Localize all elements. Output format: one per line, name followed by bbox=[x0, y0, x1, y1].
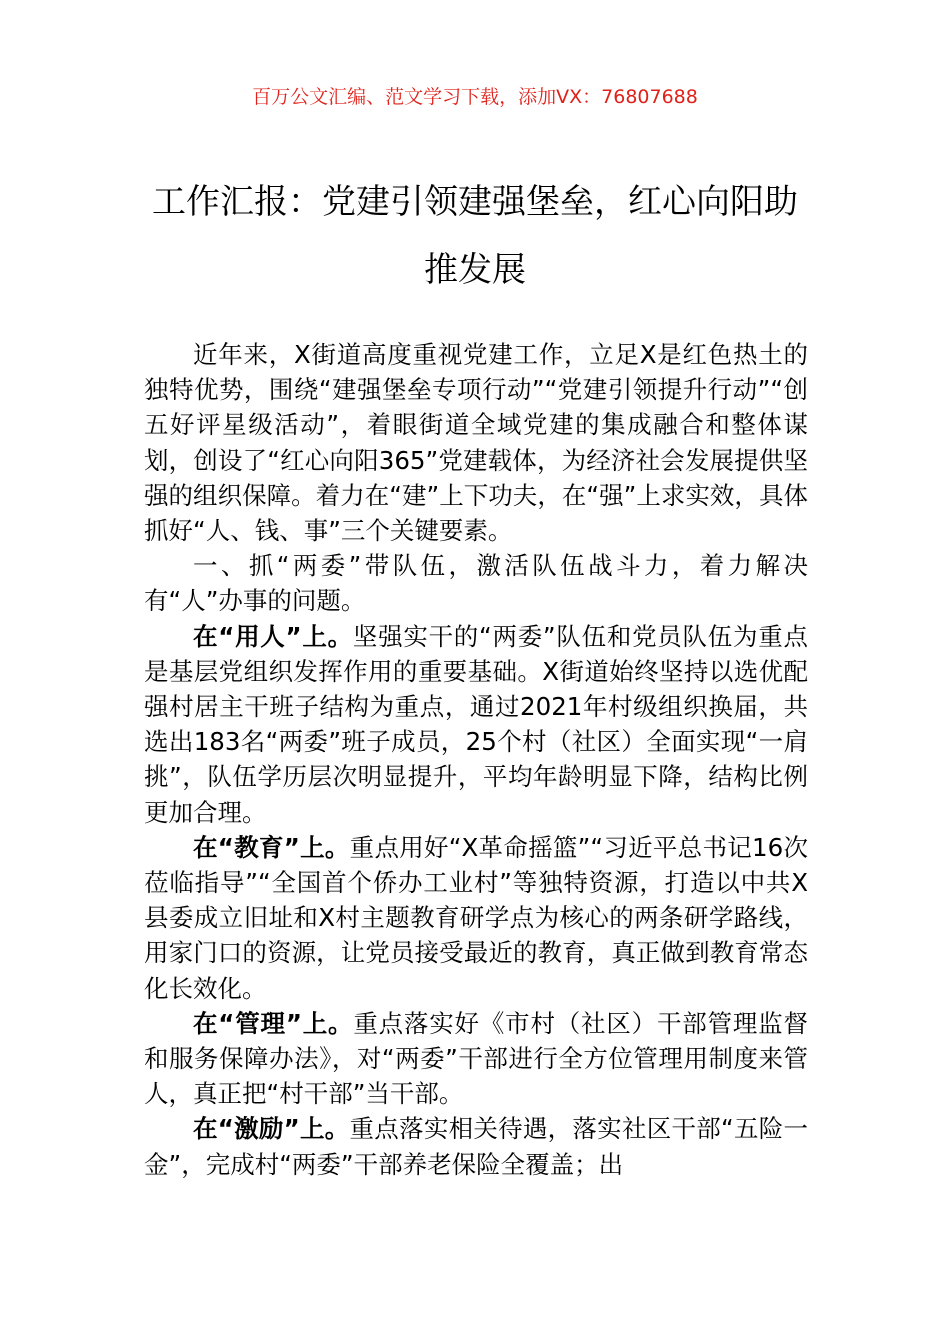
paragraph-lead: 在“管理”上。 bbox=[193, 1008, 354, 1038]
paragraph-text: 坚强实干的“两委”队伍和党员队伍为重点是基层党组织发挥作用的重要基础。X街道始终坚持以选优配强村居主干班子结构为重点，通过2021年村级组织换届，共选出183名“两委”班子成员，25个村（社区）全面实现“一肩挑”，队伍学历层次明显提升，平均年龄明显下降，结构比例更加合理。 bbox=[144, 621, 808, 827]
watermark-header: 百万公文汇编、范文学习下载，添加VX：76807688 bbox=[252, 86, 698, 108]
paragraph-lead: 在“教育”上。 bbox=[193, 832, 350, 862]
paragraph-management bbox=[144, 1006, 808, 1112]
document-body bbox=[144, 337, 808, 1182]
paragraph-education bbox=[144, 830, 808, 1006]
paragraph-intro bbox=[144, 337, 808, 548]
paragraph-lead: 在“用人”上。 bbox=[193, 621, 353, 651]
paragraph-lead: 在“激励”上。 bbox=[193, 1114, 350, 1144]
paragraph-text: 重点用好“X革命摇篮”“习近平总书记16次莅临指导”“全国首个侨办工业村”等独特资源，打造以中共X县委成立旧址和X村主题教育研学点为核心的两条研学路线，用家门口的资源，让党员接受最近的教育，真正做到教育常态化长效化。 bbox=[144, 832, 808, 1003]
paragraph-text: 重点落实相关待遇，落实社区干部“五险一金”，完成村“两委”干部养老保险全覆盖；出 bbox=[144, 1114, 808, 1179]
document-title: 工作汇报：党建引领建强堡垒，红心向阳助推发展 bbox=[152, 182, 798, 290]
paragraph-employ bbox=[144, 619, 808, 830]
paragraph-text: 重点落实好《市村（社区）干部管理监督和服务保障办法》，对“两委”干部进行全方位管理用制度来管人，真正把“村干部”当干部。 bbox=[144, 1008, 808, 1109]
paragraph-incentive bbox=[144, 1111, 808, 1181]
paragraph-text: 一、抓“两委”带队伍，激活队伍战斗力，着力解决有“人”办事的问题。 bbox=[144, 551, 808, 616]
section-heading bbox=[144, 548, 808, 618]
paragraph-text: 近年来，X街道高度重视党建工作，立足X是红色热土的独特优势，围绕“建强堡垒专项行动”“党建引领提升行动”“创五好评星级活动”，着眼街道全域党建的集成融合和整体谋划，创设了“红心向阳365”党建载体，为经济社会发展提供坚强的组织保障。着力在“建”上下功夫，在“强”上求实效，具体抓好“人、钱、事”三个关键要素。 bbox=[144, 340, 808, 546]
